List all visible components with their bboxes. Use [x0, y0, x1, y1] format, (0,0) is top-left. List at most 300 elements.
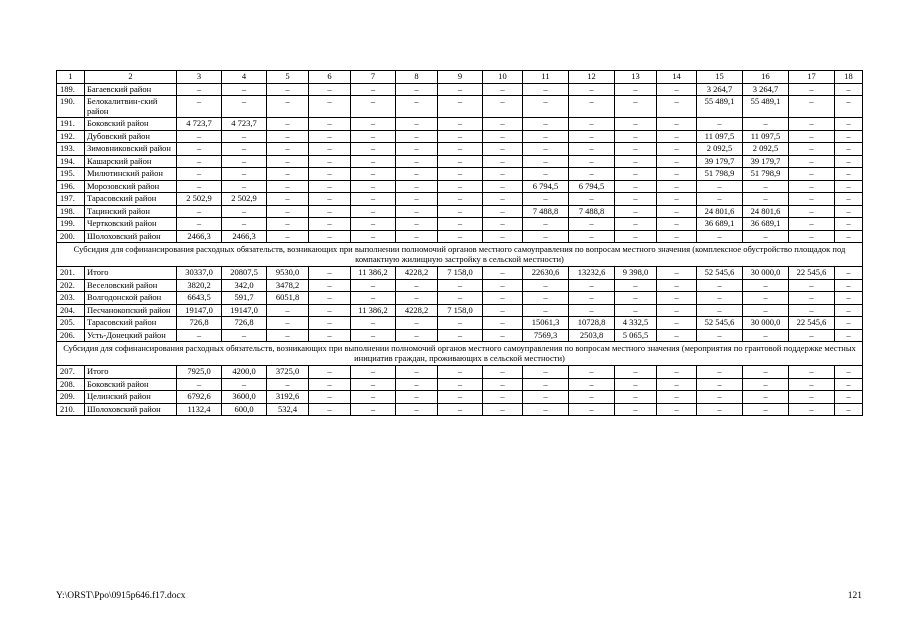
- district-name: Тарасовский район: [85, 317, 177, 330]
- table-row: [57, 218, 863, 231]
- table-cell: –: [615, 366, 657, 379]
- table-cell: –: [523, 304, 569, 317]
- table-cell: –: [523, 366, 569, 379]
- column-number: 11: [523, 71, 569, 84]
- table-cell: 2 502,9: [177, 193, 222, 206]
- table-cell: –: [351, 292, 396, 305]
- table-cell: –: [743, 180, 789, 193]
- table-cell: –: [438, 193, 483, 206]
- table-cell: –: [835, 118, 863, 131]
- table-cell: –: [309, 403, 351, 416]
- table-cell: 11 386,2: [351, 304, 396, 317]
- page-number: 121: [847, 591, 862, 601]
- table-cell: –: [267, 83, 309, 96]
- table-cell: –: [835, 143, 863, 156]
- table-cell: 30337,0: [177, 267, 222, 280]
- table-cell: –: [523, 118, 569, 131]
- table-cell: –: [309, 218, 351, 231]
- table-cell: –: [569, 143, 615, 156]
- column-number: 13: [615, 71, 657, 84]
- table-cell: –: [222, 378, 267, 391]
- table-cell: –: [789, 118, 835, 131]
- table-cell: 52 545,6: [697, 267, 743, 280]
- column-number: 7: [351, 71, 396, 84]
- table-cell: –: [483, 378, 523, 391]
- table-cell: 2 092,5: [743, 143, 789, 156]
- table-cell: –: [615, 292, 657, 305]
- table-cell: 6051,8: [267, 292, 309, 305]
- table-cell: –: [789, 230, 835, 243]
- row-number: 204.: [57, 304, 85, 317]
- table-cell: –: [351, 118, 396, 131]
- table-cell: –: [657, 193, 697, 206]
- table-cell: –: [396, 155, 438, 168]
- table-cell: –: [438, 155, 483, 168]
- table-cell: –: [657, 168, 697, 181]
- table-cell: –: [569, 168, 615, 181]
- table-cell: –: [351, 205, 396, 218]
- table-cell: –: [657, 279, 697, 292]
- table-cell: –: [483, 317, 523, 330]
- table-cell: 22630,6: [523, 267, 569, 280]
- table-cell: –: [835, 218, 863, 231]
- table-cell: 19147,0: [222, 304, 267, 317]
- table-cell: –: [177, 378, 222, 391]
- table-cell: –: [615, 168, 657, 181]
- table-cell: 3600,0: [222, 391, 267, 404]
- column-number: 5: [267, 71, 309, 84]
- table-cell: –: [657, 218, 697, 231]
- table-row: [57, 155, 863, 168]
- table-cell: 22 545,6: [789, 317, 835, 330]
- table-row: [57, 130, 863, 143]
- table-cell: –: [396, 230, 438, 243]
- table-cell: –: [483, 218, 523, 231]
- table-cell: –: [177, 180, 222, 193]
- table-cell: –: [835, 292, 863, 305]
- section-heading-row: [57, 342, 863, 366]
- table-cell: –: [438, 279, 483, 292]
- table-cell: –: [396, 218, 438, 231]
- row-number: 208.: [57, 378, 85, 391]
- table-cell: –: [789, 292, 835, 305]
- table-cell: –: [177, 143, 222, 156]
- row-number: 198.: [57, 205, 85, 218]
- column-number: 18: [835, 71, 863, 84]
- column-number: 2: [85, 71, 177, 84]
- table-cell: –: [351, 403, 396, 416]
- table-cell: –: [483, 230, 523, 243]
- column-number: 17: [789, 71, 835, 84]
- table-cell: 7569,3: [523, 329, 569, 342]
- table-row: [57, 230, 863, 243]
- table-cell: –: [835, 168, 863, 181]
- district-name: Милютинский район: [85, 168, 177, 181]
- district-name: Тарасовский район: [85, 193, 177, 206]
- column-number: 14: [657, 71, 697, 84]
- section-heading: Субсидия для софинансирования расходных обязательств, возникающих при выполнении полномочий органов местного самоуправления по вопросам местного значения (комплексное обустройство площадок под компактную жилищную застройку в сельской местности): [57, 243, 863, 267]
- table-cell: –: [657, 329, 697, 342]
- table-cell: –: [523, 378, 569, 391]
- table-cell: –: [177, 329, 222, 342]
- table-cell: –: [743, 366, 789, 379]
- table-cell: –: [697, 403, 743, 416]
- table-cell: –: [523, 193, 569, 206]
- row-number: 203.: [57, 292, 85, 305]
- table-cell: –: [309, 317, 351, 330]
- row-number: 201.: [57, 267, 85, 280]
- table-cell: –: [835, 304, 863, 317]
- table-cell: –: [569, 403, 615, 416]
- table-cell: –: [309, 391, 351, 404]
- row-number: 210.: [57, 403, 85, 416]
- table-cell: –: [697, 230, 743, 243]
- table-cell: –: [657, 118, 697, 131]
- table-cell: –: [743, 193, 789, 206]
- district-name: Боковский район: [85, 378, 177, 391]
- table-cell: –: [569, 193, 615, 206]
- table-cell: 36 689,1: [697, 218, 743, 231]
- table-cell: –: [569, 279, 615, 292]
- table-cell: –: [396, 130, 438, 143]
- table-cell: –: [697, 279, 743, 292]
- table-cell: –: [438, 118, 483, 131]
- table-cell: –: [438, 205, 483, 218]
- table-row: [57, 304, 863, 317]
- table-cell: 36 689,1: [743, 218, 789, 231]
- district-name: Усть-Донецкий район: [85, 329, 177, 342]
- table-cell: 4 723,7: [177, 118, 222, 131]
- row-number: 206.: [57, 329, 85, 342]
- table-cell: –: [657, 180, 697, 193]
- table-cell: –: [789, 96, 835, 118]
- table-cell: –: [697, 304, 743, 317]
- table-cell: –: [835, 329, 863, 342]
- table-cell: 19147,0: [177, 304, 222, 317]
- column-number: 12: [569, 71, 615, 84]
- table-cell: –: [351, 329, 396, 342]
- table-cell: –: [743, 118, 789, 131]
- file-path: Y:\ORST\Ppo\0915p646.f17.docx: [56, 591, 186, 601]
- table-cell: –: [177, 168, 222, 181]
- table-cell: –: [222, 168, 267, 181]
- table-cell: –: [835, 267, 863, 280]
- table-cell: –: [789, 391, 835, 404]
- table-cell: –: [483, 168, 523, 181]
- table-cell: –: [483, 279, 523, 292]
- table-cell: –: [267, 130, 309, 143]
- table-cell: –: [396, 378, 438, 391]
- table-cell: –: [789, 279, 835, 292]
- table-cell: –: [697, 193, 743, 206]
- table-row: [57, 329, 863, 342]
- table-cell: –: [657, 267, 697, 280]
- table-cell: –: [657, 83, 697, 96]
- table-cell: –: [438, 130, 483, 143]
- table-cell: –: [309, 130, 351, 143]
- column-number: 9: [438, 71, 483, 84]
- table-cell: –: [697, 292, 743, 305]
- district-name: Тацинский район: [85, 205, 177, 218]
- table-cell: –: [523, 130, 569, 143]
- table-cell: –: [615, 279, 657, 292]
- table-cell: –: [743, 378, 789, 391]
- table-cell: –: [438, 143, 483, 156]
- table-cell: –: [483, 403, 523, 416]
- table-cell: –: [351, 180, 396, 193]
- table-cell: 4200,0: [222, 366, 267, 379]
- table-cell: –: [657, 403, 697, 416]
- table-cell: –: [615, 180, 657, 193]
- table-cell: –: [351, 130, 396, 143]
- district-name: Шолоховский район: [85, 403, 177, 416]
- table-cell: –: [835, 180, 863, 193]
- table-cell: –: [222, 155, 267, 168]
- table-cell: 600,0: [222, 403, 267, 416]
- table-cell: –: [569, 378, 615, 391]
- table-cell: –: [309, 96, 351, 118]
- table-cell: 726,8: [177, 317, 222, 330]
- table-row: [57, 391, 863, 404]
- table-cell: 3478,2: [267, 279, 309, 292]
- table-cell: –: [615, 130, 657, 143]
- table-cell: –: [523, 155, 569, 168]
- table-cell: –: [523, 391, 569, 404]
- district-name: Итого: [85, 267, 177, 280]
- table-cell: –: [615, 403, 657, 416]
- district-name: Песчанокопский район: [85, 304, 177, 317]
- table-cell: –: [523, 143, 569, 156]
- table-cell: –: [789, 329, 835, 342]
- table-cell: –: [396, 391, 438, 404]
- table-cell: –: [615, 391, 657, 404]
- table-cell: –: [483, 391, 523, 404]
- table-cell: –: [743, 304, 789, 317]
- row-number: 199.: [57, 218, 85, 231]
- table-cell: –: [222, 83, 267, 96]
- table-cell: –: [569, 130, 615, 143]
- table-cell: –: [309, 83, 351, 96]
- table-cell: –: [523, 83, 569, 96]
- table-cell: –: [615, 143, 657, 156]
- table-cell: –: [351, 96, 396, 118]
- row-number: 189.: [57, 83, 85, 96]
- table-cell: –: [697, 329, 743, 342]
- table-row: [57, 279, 863, 292]
- table-cell: –: [657, 366, 697, 379]
- table-cell: –: [789, 378, 835, 391]
- table-cell: –: [309, 267, 351, 280]
- district-name: Волгодонской район: [85, 292, 177, 305]
- table-cell: 11 097,5: [743, 130, 789, 143]
- table-cell: –: [309, 292, 351, 305]
- table-cell: 30 000,0: [743, 317, 789, 330]
- table-cell: –: [615, 96, 657, 118]
- district-name: Багаевский район: [85, 83, 177, 96]
- table-cell: –: [309, 230, 351, 243]
- table-cell: 7 488,8: [569, 205, 615, 218]
- table-cell: 55 489,1: [743, 96, 789, 118]
- table-row: [57, 366, 863, 379]
- table-cell: –: [309, 329, 351, 342]
- table-cell: –: [835, 317, 863, 330]
- table-cell: –: [438, 83, 483, 96]
- table-cell: –: [569, 391, 615, 404]
- table-cell: –: [351, 366, 396, 379]
- column-number: 10: [483, 71, 523, 84]
- column-number: 6: [309, 71, 351, 84]
- table-row: [57, 118, 863, 131]
- table-row: [57, 292, 863, 305]
- table-cell: –: [483, 180, 523, 193]
- table-cell: –: [396, 96, 438, 118]
- table-cell: 22 545,6: [789, 267, 835, 280]
- table-cell: –: [396, 366, 438, 379]
- table-cell: –: [835, 230, 863, 243]
- table-cell: –: [615, 218, 657, 231]
- row-number: 202.: [57, 279, 85, 292]
- table-cell: –: [177, 130, 222, 143]
- table-cell: –: [789, 205, 835, 218]
- table-cell: –: [835, 279, 863, 292]
- table-cell: –: [657, 143, 697, 156]
- table-cell: –: [569, 366, 615, 379]
- table-cell: –: [309, 118, 351, 131]
- table-cell: 7 158,0: [438, 267, 483, 280]
- table-row: [57, 180, 863, 193]
- table-cell: –: [396, 83, 438, 96]
- column-number: 8: [396, 71, 438, 84]
- table-cell: –: [267, 205, 309, 218]
- table-row: [57, 193, 863, 206]
- table-cell: 6643,5: [177, 292, 222, 305]
- table-cell: –: [835, 391, 863, 404]
- table-cell: –: [396, 193, 438, 206]
- table-cell: –: [523, 168, 569, 181]
- table-cell: –: [483, 292, 523, 305]
- table-cell: –: [615, 378, 657, 391]
- table-cell: –: [351, 391, 396, 404]
- row-number: 205.: [57, 317, 85, 330]
- table-cell: –: [267, 168, 309, 181]
- table-cell: –: [396, 279, 438, 292]
- table-cell: 4 723,7: [222, 118, 267, 131]
- column-number: 3: [177, 71, 222, 84]
- table-cell: –: [569, 96, 615, 118]
- table-cell: 24 801,6: [697, 205, 743, 218]
- table-cell: –: [396, 205, 438, 218]
- table-cell: –: [267, 329, 309, 342]
- budget-table: [56, 70, 863, 416]
- table-cell: 3820,2: [177, 279, 222, 292]
- data-table-container: [56, 70, 862, 416]
- table-cell: 39 179,7: [743, 155, 789, 168]
- table-cell: –: [615, 83, 657, 96]
- table-cell: 10728,8: [569, 317, 615, 330]
- table-cell: –: [483, 118, 523, 131]
- table-cell: 4228,2: [396, 267, 438, 280]
- table-cell: –: [396, 403, 438, 416]
- row-number: 197.: [57, 193, 85, 206]
- table-cell: –: [438, 366, 483, 379]
- section-heading-row: [57, 243, 863, 267]
- table-cell: –: [396, 180, 438, 193]
- table-cell: 15061,3: [523, 317, 569, 330]
- table-cell: 9 398,0: [615, 267, 657, 280]
- table-cell: –: [523, 230, 569, 243]
- table-cell: –: [569, 83, 615, 96]
- table-cell: –: [438, 218, 483, 231]
- table-cell: –: [835, 403, 863, 416]
- table-cell: –: [396, 317, 438, 330]
- table-cell: –: [438, 180, 483, 193]
- table-cell: 39 179,7: [697, 155, 743, 168]
- table-cell: –: [697, 378, 743, 391]
- table-cell: –: [309, 205, 351, 218]
- table-row: [57, 267, 863, 280]
- table-cell: –: [483, 83, 523, 96]
- table-cell: –: [222, 96, 267, 118]
- table-cell: 3725,0: [267, 366, 309, 379]
- table-cell: 2 092,5: [697, 143, 743, 156]
- column-number-row: [57, 71, 863, 84]
- table-cell: 11 097,5: [697, 130, 743, 143]
- table-cell: 3192,6: [267, 391, 309, 404]
- table-cell: –: [483, 130, 523, 143]
- table-cell: –: [438, 317, 483, 330]
- table-cell: –: [222, 180, 267, 193]
- row-number: 192.: [57, 130, 85, 143]
- table-cell: 7925,0: [177, 366, 222, 379]
- table-cell: 3 264,7: [743, 83, 789, 96]
- table-cell: 52 545,6: [697, 317, 743, 330]
- table-cell: –: [569, 155, 615, 168]
- district-name: Боковский район: [85, 118, 177, 131]
- table-cell: –: [615, 155, 657, 168]
- table-cell: –: [523, 96, 569, 118]
- table-cell: –: [743, 292, 789, 305]
- district-name: Шолоховский район: [85, 230, 177, 243]
- column-number: 1: [57, 71, 85, 84]
- table-cell: –: [697, 180, 743, 193]
- table-cell: –: [438, 403, 483, 416]
- table-cell: –: [267, 304, 309, 317]
- table-cell: –: [267, 96, 309, 118]
- table-cell: –: [309, 378, 351, 391]
- table-cell: –: [351, 83, 396, 96]
- table-cell: –: [483, 304, 523, 317]
- table-cell: 6 794,5: [523, 180, 569, 193]
- table-cell: –: [569, 118, 615, 131]
- table-cell: –: [351, 155, 396, 168]
- table-cell: –: [396, 168, 438, 181]
- table-cell: –: [483, 366, 523, 379]
- district-name: Дубовский район: [85, 130, 177, 143]
- table-cell: –: [438, 168, 483, 181]
- table-cell: –: [835, 130, 863, 143]
- table-cell: 6792,6: [177, 391, 222, 404]
- district-name: Зимовниковский район: [85, 143, 177, 156]
- table-cell: –: [835, 378, 863, 391]
- table-cell: 13232,6: [569, 267, 615, 280]
- table-cell: –: [351, 168, 396, 181]
- table-cell: 532,4: [267, 403, 309, 416]
- table-cell: –: [789, 155, 835, 168]
- table-cell: –: [743, 403, 789, 416]
- table-cell: –: [351, 279, 396, 292]
- row-number: 191.: [57, 118, 85, 131]
- table-cell: –: [396, 118, 438, 131]
